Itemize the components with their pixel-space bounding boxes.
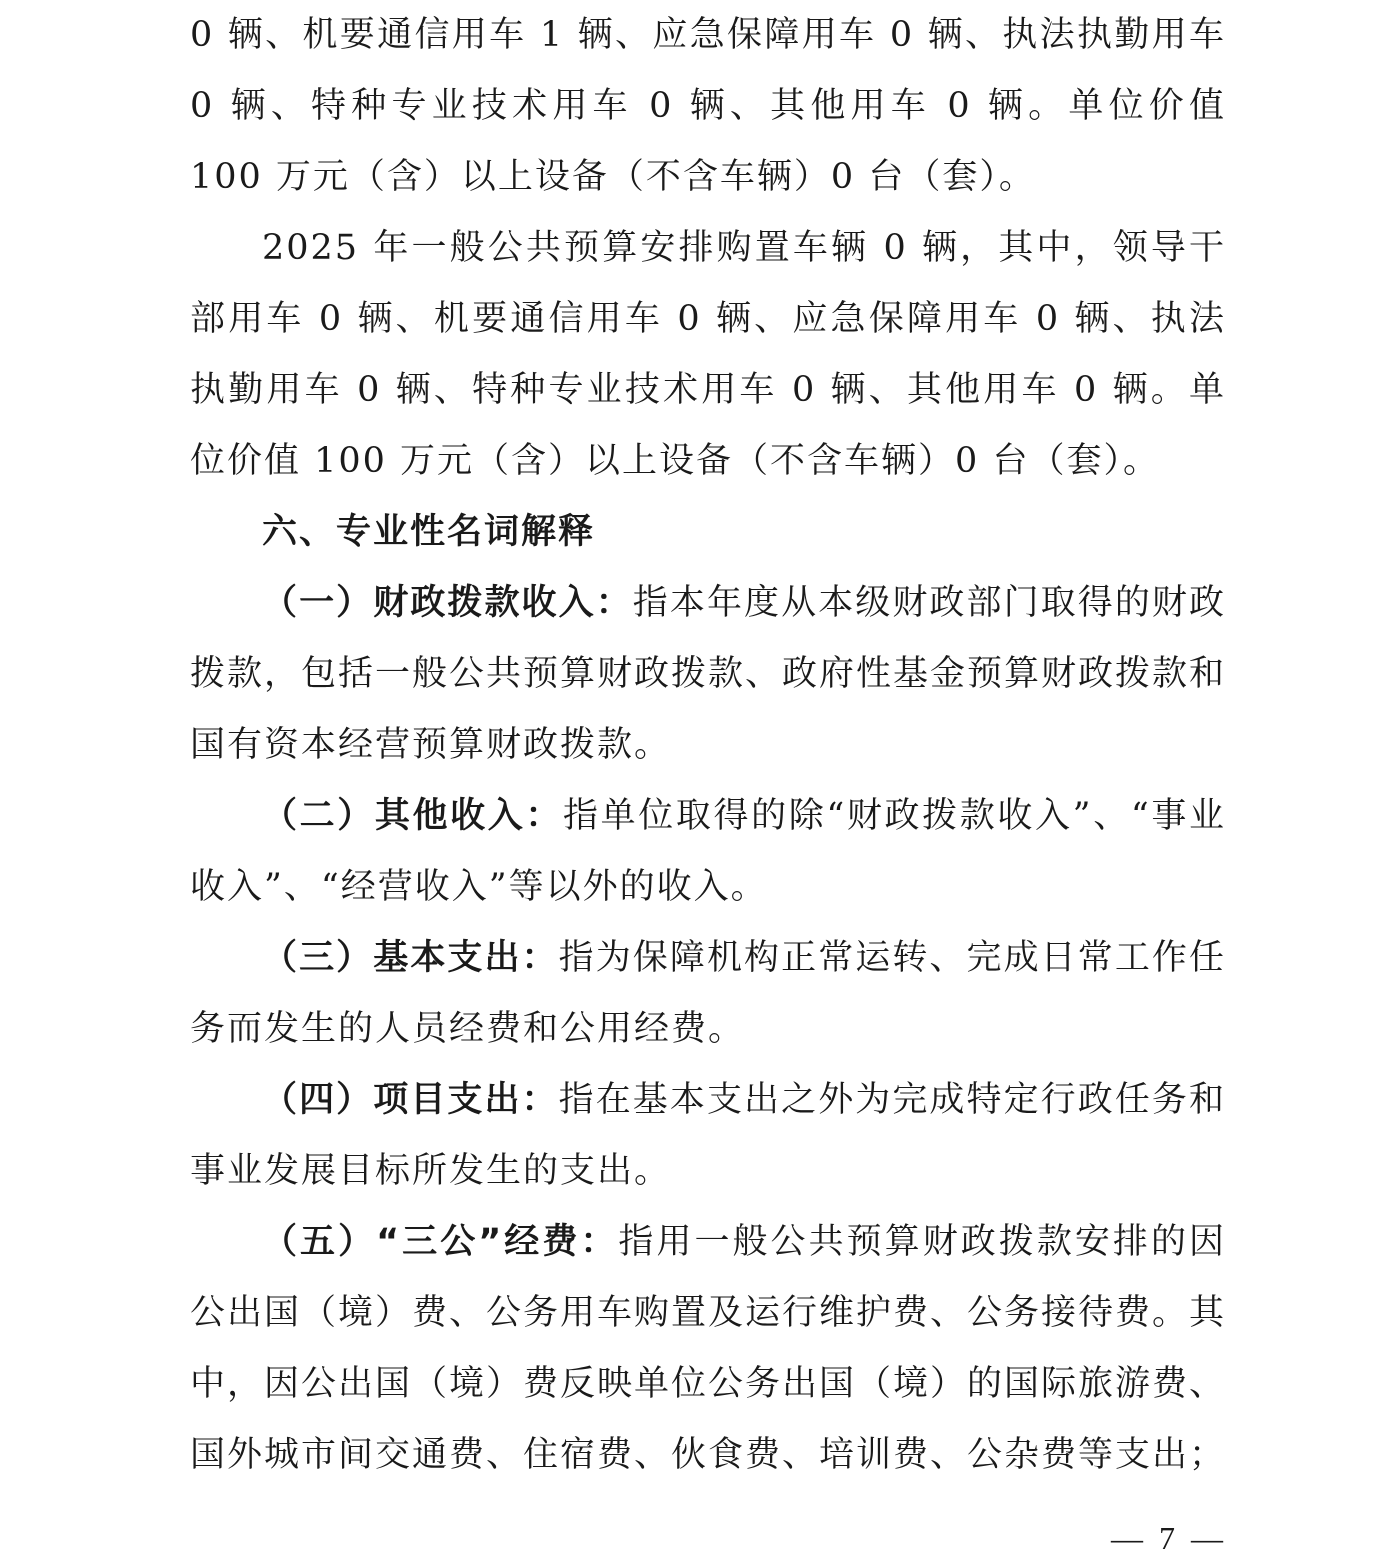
definition-project-expenditure [190, 1065, 1226, 1207]
definition-basic-expenditure [190, 923, 1226, 1065]
definition-term: （五）“三公”经费： [262, 1222, 619, 1262]
definition-fiscal-allocation-income [190, 568, 1226, 781]
definition-term: （三）基本支出： [262, 938, 559, 978]
document-body [190, 0, 1226, 1491]
definition-text: 指为保障机构正常运转、完成日常工作任务而发生的人员经费和公用经费。 [190, 938, 1226, 1049]
definition-term: （四）项目支出： [262, 1080, 559, 1120]
definition-text: 指用一般公共预算财政拨款安排的因公出国（境）费、公务用车购置及运行维护费、公务接待费。其中，因公出国（境）费反映单位公务出国（境）的国际旅游费、国外城市间交通费、住宿费、伙食费、培训费、公杂费等支出； [190, 1222, 1227, 1475]
definition-text: 指单位取得的除“财政拨款收入”、“事业收入”、“经营收入”等以外的收入。 [190, 796, 1226, 907]
definition-text: 指本年度从本级财政部门取得的财政拨款，包括一般公共预算财政拨款、政府性基金预算财政拨款和国有资本经营预算财政拨款。 [190, 583, 1227, 765]
paragraph-vehicle-2024: 0 辆、机要通信用车 1 辆、应急保障用车 0 辆、执法执勤用车 0 辆、特种专业技术用车 0 辆、其他用车 0 辆。单位价值 100 万元（含）以上设备（不含车辆）0 台（套）。 [190, 15, 1226, 197]
paragraph-vehicle-2025: 2025 年一般公共预算安排购置车辆 0 辆，其中，领导干部用车 0 辆、机要通信用车 0 辆、应急保障用车 0 辆、执法执勤用车 0 辆、特种专业技术用车 0 辆、其他用车 0 辆。单位价值 100 万元（含）以上设备（不含车辆）0 台（套）。 [190, 228, 1226, 481]
definition-other-income [190, 781, 1226, 923]
page-number: — 7 — [1111, 1520, 1227, 1556]
definition-text: 指在基本支出之外为完成特定行政任务和事业发展目标所发生的支出。 [190, 1080, 1226, 1191]
definition-term: （一）财政拨款收入： [262, 583, 633, 623]
definition-three-public-expenses [190, 1207, 1226, 1491]
definition-term: （二）其他收入： [262, 796, 564, 836]
section-heading: 六、专业性名词解释 [262, 512, 596, 552]
